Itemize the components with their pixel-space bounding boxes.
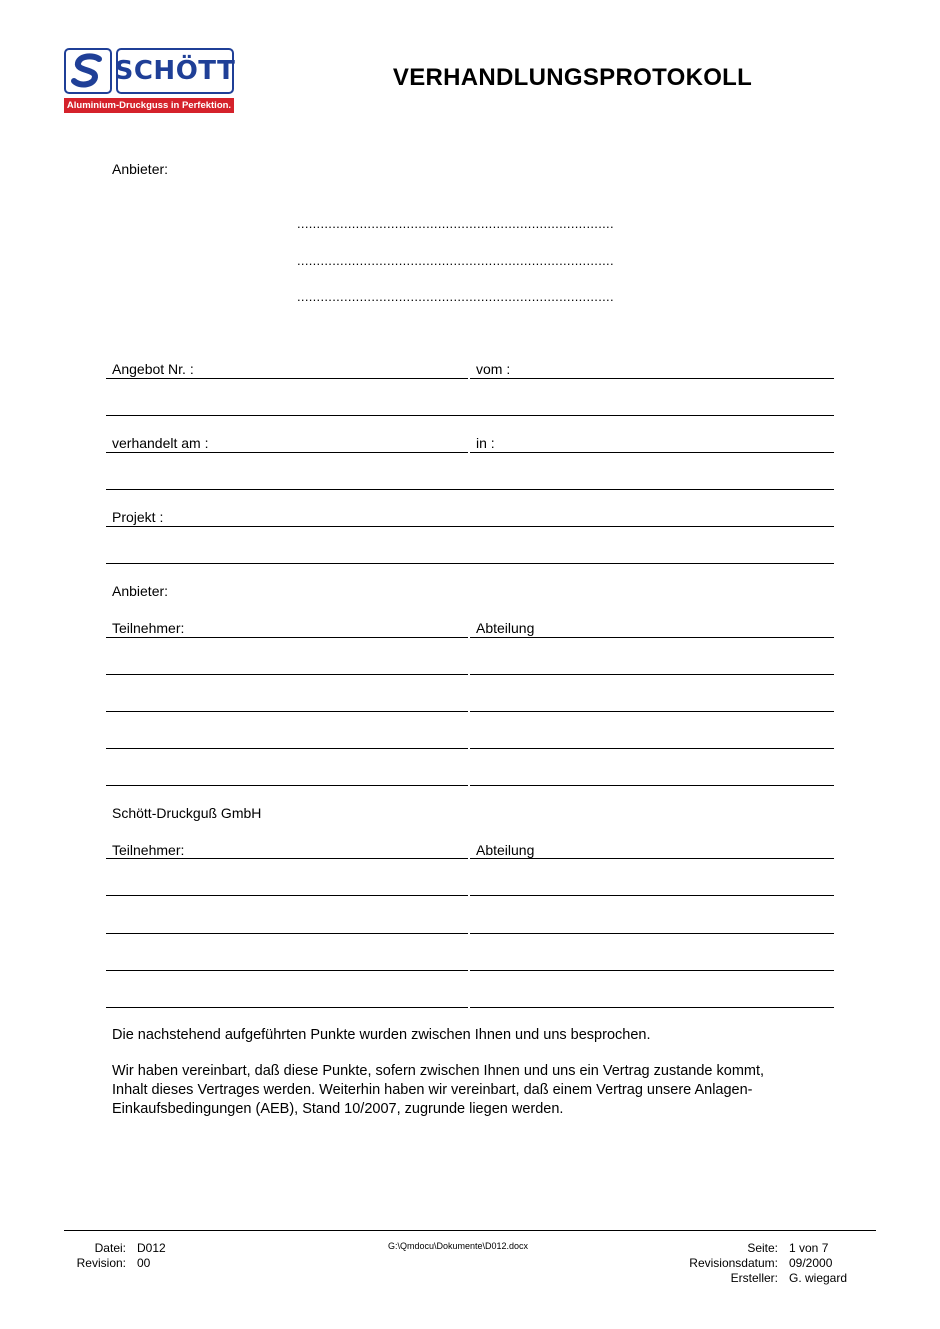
schoett-abteilung-header: Abteilung — [476, 842, 535, 858]
logo-name: SCHÖTT — [114, 56, 236, 86]
anbieter-abteilung-header: Abteilung — [476, 620, 535, 636]
paragraph-2-line-2: Inhalt dieses Vertrages werden. Weiterhin haben wir vereinbart, daß einem Vertrag unsere Anlagen- — [112, 1082, 753, 1098]
table-row-line — [470, 858, 834, 859]
paragraph-1: Die nachstehend aufgeführten Punkte wurden zwischen Ihnen und uns besprochen. — [112, 1027, 651, 1043]
anbieter-teilnehmer-row-4[interactable] — [106, 785, 468, 786]
logo-name-box — [116, 48, 234, 94]
schoett-teilnehmer-row-4[interactable] — [106, 1007, 468, 1008]
paragraph-2-line-1: Wir haben vereinbart, daß diese Punkte, sofern zwischen Ihnen und uns ein Vertrag zustande kommt, — [112, 1063, 765, 1079]
verhandelt-am-field[interactable] — [106, 452, 468, 453]
footer-revisionsdatum-value: 09/2000 — [789, 1256, 833, 1270]
footer-divider — [64, 1230, 876, 1231]
footer-revisionsdatum-label: Revisionsdatum: — [689, 1256, 778, 1270]
angebot-nr-field[interactable] — [106, 378, 468, 379]
address-line-3[interactable]: ................................................................................. — [297, 289, 614, 304]
schoett-teilnehmer-header: Teilnehmer: — [112, 842, 185, 858]
footer-seite-value: 1 von 7 — [789, 1241, 829, 1255]
document-title: VERHANDLUNGSPROTOKOLL — [392, 64, 753, 91]
footer-seite-label: Seite: — [747, 1241, 778, 1255]
footer-file-path: G:\Qmdocu\Dokumente\D012.docx — [387, 1241, 529, 1251]
schoett-teilnehmer-row-2[interactable] — [106, 933, 468, 934]
schoett-participants-heading: Schött-Druckguß GmbH — [112, 805, 262, 821]
anbieter-abteilung-row-3[interactable] — [470, 748, 834, 749]
angebot-nr-label: Angebot Nr. : — [112, 361, 194, 377]
paragraph-2-line-3: Einkaufsbedingungen (AEB), Stand 10/2007, zugrunde liegen werden. — [112, 1101, 564, 1117]
schoett-teilnehmer-row-3[interactable] — [106, 970, 468, 971]
divider — [106, 563, 834, 564]
address-line-1[interactable]: ................................................................................. — [297, 216, 614, 231]
schoett-abteilung-row-2[interactable] — [470, 933, 834, 934]
anbieter-abteilung-row-1[interactable] — [470, 674, 834, 675]
footer-ersteller-value: G. wiegard — [789, 1271, 848, 1285]
divider — [106, 489, 834, 490]
in-label: in : — [476, 435, 495, 451]
in-field[interactable] — [470, 452, 834, 453]
footer-revision-label: Revision: — [76, 1256, 126, 1270]
anbieter-teilnehmer-row-1[interactable] — [106, 674, 468, 675]
schoett-abteilung-row-4[interactable] — [470, 1007, 834, 1008]
table-row-line — [470, 637, 834, 638]
anbieter-teilnehmer-row-2[interactable] — [106, 711, 468, 712]
anbieter-teilnehmer-header: Teilnehmer: — [112, 620, 185, 636]
divider — [106, 415, 834, 416]
anbieter-teilnehmer-row-3[interactable] — [106, 748, 468, 749]
projekt-label: Projekt : — [112, 509, 164, 525]
anbieter-abteilung-row-4[interactable] — [470, 785, 834, 786]
company-logo — [64, 48, 234, 114]
logo-tagline: Aluminium-Druckguss in Perfektion. — [64, 98, 234, 113]
schoett-teilnehmer-row-1[interactable] — [106, 895, 468, 896]
table-row-line — [106, 858, 468, 859]
address-line-2[interactable]: ................................................................................. — [297, 253, 614, 268]
footer-ersteller-label: Ersteller: — [730, 1271, 778, 1285]
projekt-field[interactable] — [106, 526, 834, 527]
vom-label: vom : — [476, 361, 511, 377]
paragraph-2 — [112, 1062, 842, 1119]
vom-field[interactable] — [470, 378, 834, 379]
footer-revision-value: 00 — [137, 1256, 151, 1270]
anbieter-participants-heading: Anbieter: — [112, 583, 169, 599]
footer-datei-label: Datei: — [94, 1241, 126, 1255]
table-row-line — [106, 637, 468, 638]
anbieter-abteilung-row-2[interactable] — [470, 711, 834, 712]
schoett-abteilung-row-1[interactable] — [470, 895, 834, 896]
anbieter-heading: Anbieter: — [112, 161, 169, 177]
verhandelt-am-label: verhandelt am : — [112, 435, 209, 451]
schoett-abteilung-row-3[interactable] — [470, 970, 834, 971]
logo-s-mark-icon — [64, 48, 112, 94]
footer-datei-value: D012 — [137, 1241, 166, 1255]
